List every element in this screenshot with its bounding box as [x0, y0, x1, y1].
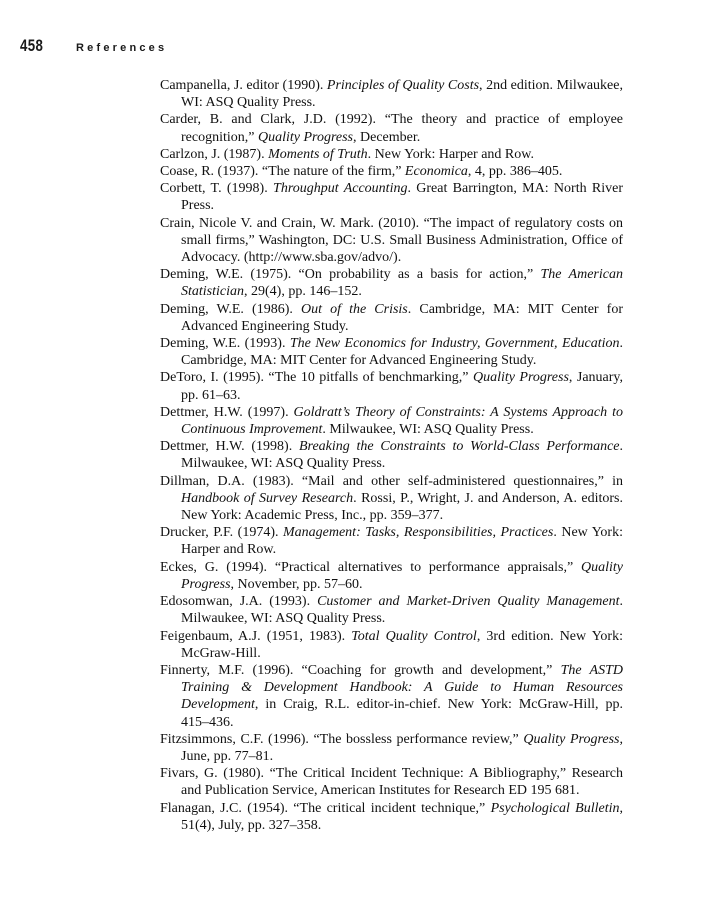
reference-entry: Flanagan, J.C. (1954). “The critical incident technique,” Psychological Bulletin, 51(4), July, pp. 327–358. — [160, 800, 623, 833]
reference-entry: Coase, R. (1937). “The nature of the firm,” Economica, 4, pp. 386–405. — [160, 164, 563, 180]
section-title: References — [76, 42, 168, 54]
reference-entry: Dettmer, H.W. (1998). Breaking the Constraints to World-Class Performance. Milwaukee, WI: ASQ Quality Press. — [160, 439, 624, 472]
reference-entry: Deming, W.E. (1993). The New Economics for Industry, Government, Education. Cambridge, MA: MIT Center for Advanced Engineering Study. — [160, 336, 623, 369]
page-number: 458 — [20, 36, 44, 55]
reference-entry: Eckes, G. (1994). “Practical alternatives to performance appraisals,” Quality Progress, November, pp. 57–60. — [160, 559, 623, 592]
reference-entry: Carder, B. and Clark, J.D. (1992). “The theory and practice of employee recognition,” Quality Progress, December. — [160, 112, 623, 145]
reference-list — [160, 77, 623, 834]
reference-entry: Carlzon, J. (1987). Moments of Truth. New York: Harper and Row. — [160, 146, 534, 162]
reference-entry: Corbett, T. (1998). Throughput Accounting. Great Barrington, MA: North River Press. — [160, 181, 623, 214]
reference-entry: Campanella, J. editor (1990). Principles of Quality Costs, 2nd edition. Milwaukee, WI: ASQ Quality Press. — [160, 78, 623, 111]
reference-entry: Dettmer, H.W. (1997). Goldratt’s Theory of Constraints: A Systems Approach to Continuous Improvement. Milwaukee, WI: ASQ Quality Press. — [160, 404, 623, 438]
reference-entry: Finnerty, M.F. (1996). “Coaching for growth and development,” The ASTD Training & Development Handbook: A Guide to Human Resources Development, in Craig, R.L. editor-in-chief. New York: McGraw-Hill, pp. 415–436. — [160, 662, 623, 730]
reference-entry: Drucker, P.F. (1974). Management: Tasks, Responsibilities, Practices. New York: Harper and Row. — [160, 525, 623, 558]
reference-entry: Fivars, G. (1980). “The Critical Incident Technique: A Bibliography,” Research and Publication Service, American Institutes for Research ED 195 681. — [160, 766, 623, 799]
reference-entry: Deming, W.E. (1975). “On probability as a basis for action,” The American Statistician, 29(4), pp. 146–152. — [160, 267, 623, 300]
reference-entry: Crain, Nicole V. and Crain, W. Mark. (2010). “The impact of regulatory costs on small firms,” Washington, DC: U.S. Small Business Administration, Office of Advocacy. (http://www.sba.gov/advo/). — [160, 215, 623, 266]
reference-entry: Edosomwan, J.A. (1993). Customer and Market-Driven Quality Management. Milwaukee, WI: ASQ Quality Press. — [160, 594, 623, 627]
reference-entry: DeToro, I. (1995). “The 10 pitfalls of benchmarking,” Quality Progress, January, pp. 61–63. — [160, 370, 623, 403]
reference-entry: Dillman, D.A. (1983). “Mail and other self-administered questionnaires,” in Handbook of Survey Research. Rossi, P., Wright, J. and Anderson, A. editors. New York: Academic Press, Inc., pp. 359–377. — [160, 473, 624, 524]
running-head — [20, 36, 167, 58]
reference-entry: Feigenbaum, A.J. (1951, 1983). Total Quality Control, 3rd edition. New York: McGraw-Hill. — [160, 628, 623, 661]
reference-entry: Fitzsimmons, C.F. (1996). “The bossless performance review,” Quality Progress, June, pp. 77–81. — [160, 731, 623, 764]
reference-entry: Deming, W.E. (1986). Out of the Crisis. Cambridge, MA: MIT Center for Advanced Engineering Study. — [160, 301, 623, 334]
